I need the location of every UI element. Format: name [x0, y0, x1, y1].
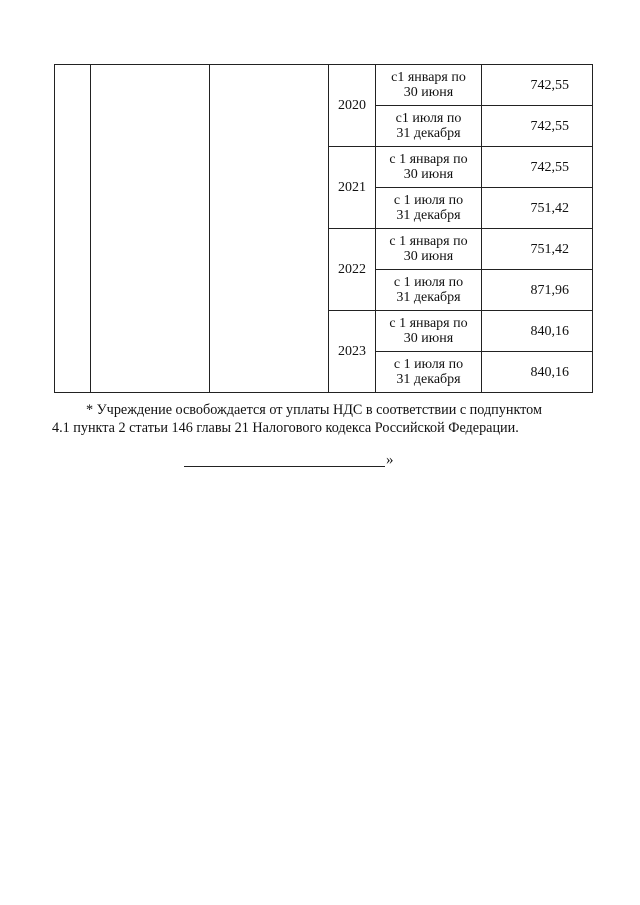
closing-underline [184, 466, 385, 467]
period-to: 30 июня [403, 331, 454, 346]
period-to: 31 декабря [396, 126, 461, 141]
period-cell [376, 65, 482, 106]
tariff-value: 742,55 [482, 106, 593, 147]
table-row [55, 65, 593, 106]
year-cell: 2021 [329, 147, 376, 229]
period-from: с 1 июля по [393, 275, 464, 290]
period-cell [376, 106, 482, 147]
vat-footnote [52, 401, 592, 437]
period-to: 31 декабря [396, 290, 461, 305]
footnote-line-2: 4.1 пункта 2 статьи 146 главы 21 Налогового кодекса Российской Федерации. [52, 420, 519, 436]
year-cell: 2020 [329, 65, 376, 147]
period-to: 31 декабря [396, 208, 461, 223]
period-cell [376, 270, 482, 311]
period-cell [376, 229, 482, 270]
closing-quote-mark: » [386, 452, 394, 468]
period-from: с 1 июля по [393, 357, 464, 372]
period-from: с1 января по [391, 70, 466, 85]
period-from: с 1 января по [389, 316, 468, 331]
period-cell [376, 147, 482, 188]
empty-column-cell [210, 65, 329, 393]
empty-column-cell [55, 65, 91, 393]
period-from: с 1 июля по [393, 193, 464, 208]
period-to: 30 июня [403, 85, 454, 100]
footnote-line-1: * Учреждение освобождается от уплаты НДС в соответствии с подпунктом [86, 402, 542, 418]
period-to: 31 декабря [396, 372, 461, 387]
period-cell [376, 188, 482, 229]
period-from: с 1 января по [389, 152, 468, 167]
tariff-value: 840,16 [482, 352, 593, 393]
period-cell [376, 352, 482, 393]
year-cell: 2022 [329, 229, 376, 311]
period-cell [376, 311, 482, 352]
period-to: 30 июня [403, 249, 454, 264]
tariff-table [54, 64, 593, 393]
period-from: с1 июля по [395, 111, 462, 126]
tariff-value: 751,42 [482, 229, 593, 270]
tariff-value: 742,55 [482, 65, 593, 106]
period-to: 30 июня [403, 167, 454, 182]
year-cell: 2023 [329, 311, 376, 393]
empty-column-cell [91, 65, 210, 393]
tariff-value: 840,16 [482, 311, 593, 352]
tariff-value: 871,96 [482, 270, 593, 311]
tariff-value: 742,55 [482, 147, 593, 188]
period-from: с 1 января по [389, 234, 468, 249]
tariff-value: 751,42 [482, 188, 593, 229]
